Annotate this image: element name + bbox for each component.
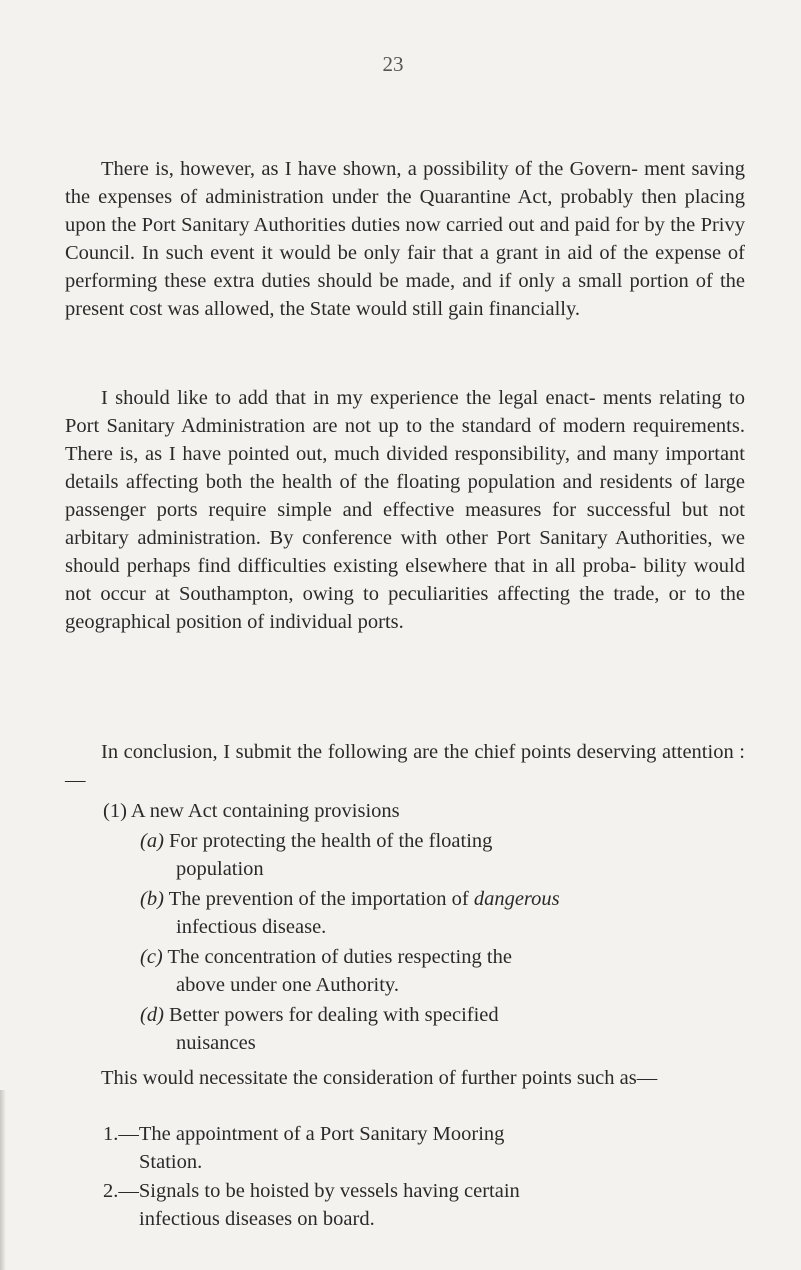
sub-point-c-line1: The concentration of duties respecting the — [167, 946, 512, 968]
sub-point-b-italic: dangerous — [473, 888, 560, 910]
sub-point-b — [140, 885, 746, 941]
point-1-text: A new Act containing provisions — [130, 800, 400, 822]
point-1-marker: (1) — [103, 800, 127, 822]
sub-point-a-line1: For protecting the health of the floating — [169, 830, 493, 852]
sub-point-d — [140, 1001, 746, 1057]
page-number: 23 — [382, 52, 404, 76]
numbered-point-2-line2: infectious diseases on board. — [139, 1208, 375, 1230]
sub-point-c-marker: (c) — [140, 946, 163, 968]
sub-point-b-line1: The prevention of the importation of — [168, 888, 469, 910]
numbered-point-1-line1: The appointment of a Port Sanitary Mooring — [138, 1123, 505, 1145]
numbered-point-1-marker: 1.— — [103, 1123, 139, 1145]
paragraph-conclusion: In conclusion, I submit the following are the chief points deserving attention :— — [65, 741, 745, 791]
paragraph-further-points: This would necessitate the consideration of further points such as— — [101, 1067, 658, 1089]
numbered-point-2 — [103, 1177, 746, 1233]
sub-point-d-marker: (d) — [140, 1004, 164, 1026]
sub-point-d-line2: nuisances — [176, 1032, 256, 1054]
sub-point-b-marker: (b) — [140, 888, 164, 910]
paragraph-legal-enactments: I should like to add that in my experience the legal enact- ments relating to Port Sanitary Administration are not up to the standard of modern requirements. There is, as I have pointed out, much divided responsibility, and many important details affecting both the health of the floating population and residents of large passenger ports require simple and effective measures for successful but not arbitary administration. By conference with other Port Sanitary Authorities, we should perhaps find difficulties existing elsewhere that in all proba- bility would not occur at Southampton, owing to peculiarities affecting the trade, or to the geographical position of individual ports. — [65, 387, 745, 633]
sub-point-c — [140, 943, 746, 999]
point-1 — [103, 797, 400, 825]
numbered-point-2-line1: Signals to be hoisted by vessels having certain — [138, 1180, 520, 1202]
sub-point-c-line2: above under one Authority. — [176, 974, 399, 996]
sub-point-a — [140, 827, 746, 883]
sub-point-a-marker: (a) — [140, 830, 164, 852]
numbered-point-2-marker: 2.— — [103, 1180, 139, 1202]
sub-point-b-line2: infectious disease. — [176, 916, 327, 938]
numbered-point-1 — [103, 1120, 746, 1176]
sub-point-d-line1: Better powers for dealing with specified — [169, 1004, 499, 1026]
page-edge-shadow — [0, 1090, 6, 1270]
sub-point-a-line2: population — [176, 858, 264, 880]
paragraph-grant-in-aid: There is, however, as I have shown, a possibility of the Govern- ment saving the expenses of administration under the Quarantine Act, probably then placing upon the Port Sanitary Authorities duties now carried out and paid for by the Privy Council. In such event it would be only fair that a grant in aid of the expense of performing these extra duties should be made, and if only a small portion of the present cost was allowed, the State would still gain financially. — [65, 158, 745, 320]
numbered-point-1-line2: Station. — [139, 1151, 203, 1173]
